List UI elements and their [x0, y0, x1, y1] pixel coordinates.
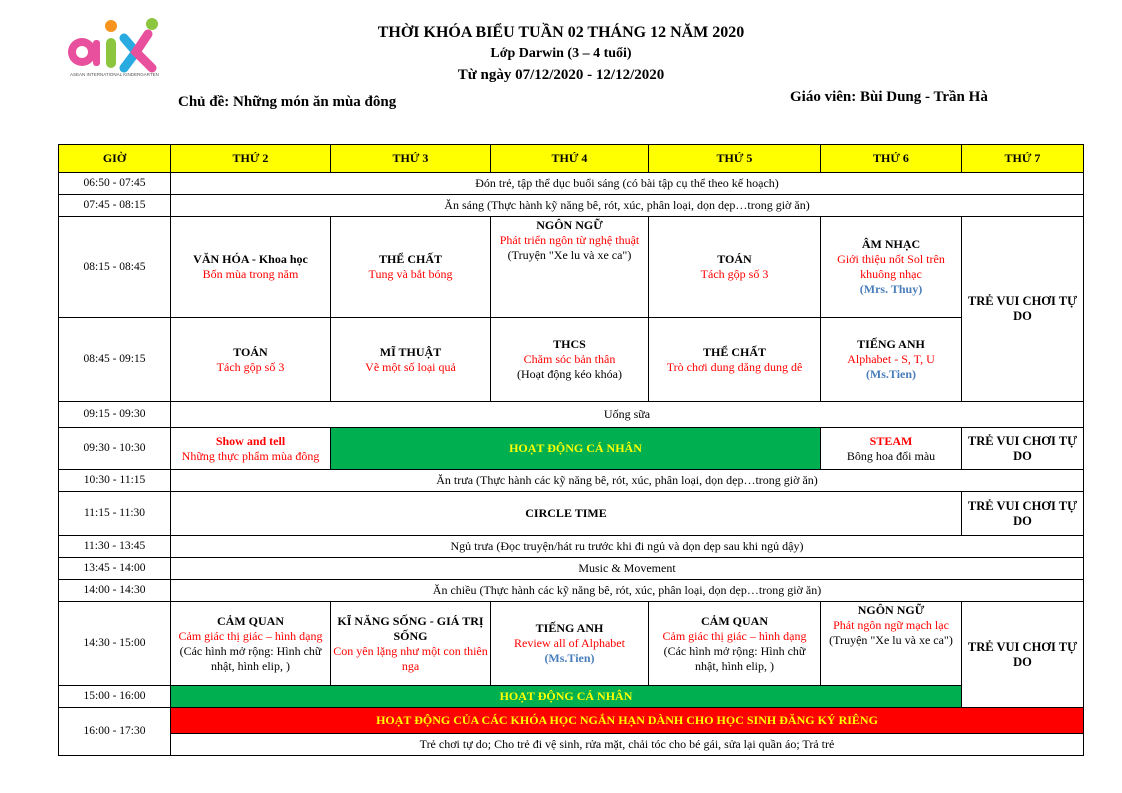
- lesson-note: (Truyện "Xe lu và xe ca"): [507, 248, 632, 262]
- subject: THỂ CHẤT: [378, 252, 442, 266]
- free-play-cell: TRẺ VUI CHƠI TỰ DO: [962, 428, 1084, 470]
- logo-caption: ASEAN INTERNATIONAL KINDERGARTEN: [70, 72, 159, 77]
- activity-cell: [821, 217, 962, 318]
- activity-cell: [171, 602, 331, 686]
- activity-cell: [171, 428, 331, 470]
- subject: TOÁN: [233, 344, 268, 359]
- lesson-note: (Các hình mở rộng: Hình chữ nhật, hình elip, ): [179, 643, 322, 673]
- activity-cell: [491, 602, 649, 686]
- activity-cell: Uống sữa: [171, 402, 1084, 428]
- col-thu: THỨ 5: [649, 145, 821, 173]
- teacher-name: (Ms.Tien): [544, 651, 595, 665]
- time-cell: 06:50 - 07:45: [59, 173, 171, 195]
- time-cell: 08:45 - 09:15: [59, 318, 171, 402]
- activity-cell: Ăn sáng (Thực hành kỹ năng bê, rót, xúc, phân loại, dọn dẹp…trong giờ ăn): [171, 195, 1084, 217]
- time-cell: 07:45 - 08:15: [59, 195, 171, 217]
- lesson-note: (Các hình mở rộng: Hình chữ nhật, hình elip, ): [663, 643, 806, 673]
- activity-cell: [491, 217, 649, 318]
- free-play-cell: TRẺ VUI CHƠI TỰ DO: [962, 217, 1084, 402]
- lesson-note: (Truyện "Xe lu và xe ca"): [829, 633, 953, 647]
- subject: Show and tell: [215, 433, 286, 448]
- lesson: Chăm sóc bản thân: [523, 352, 616, 366]
- theme-label: Chủ đề: Những món ăn mùa đông: [178, 94, 397, 110]
- timetable-title: THỜI KHÓA BIỂU TUẦN 02 THÁNG 12 NĂM 2020: [377, 24, 745, 41]
- col-mon: THỨ 2: [171, 145, 331, 173]
- col-tue: THỨ 3: [331, 145, 491, 173]
- activity-cell: [821, 602, 962, 686]
- lesson: Tách gộp số 3: [700, 267, 769, 281]
- subject: ÂM NHẠC: [861, 237, 921, 251]
- activity-cell: [491, 318, 649, 402]
- col-fri: THỨ 6: [821, 145, 962, 173]
- table-row: [59, 708, 1084, 734]
- col-sat: THỨ 7: [962, 145, 1084, 173]
- activity-cell: Ngủ trưa (Đọc truyện/hát ru trước khi đi ngủ và dọn dẹp sau khi ngủ dậy): [171, 536, 1084, 558]
- table-row: [59, 558, 1084, 580]
- timetable: [58, 144, 1084, 756]
- lesson: Phát triển ngôn từ nghệ thuật: [499, 233, 640, 247]
- activity-cell: [171, 318, 331, 402]
- lesson: Phát ngôn ngữ mạch lạc: [833, 618, 949, 632]
- col-wed: THỨ 4: [491, 145, 649, 173]
- time-cell: 15:00 - 16:00: [59, 686, 171, 708]
- activity-cell: [821, 318, 962, 402]
- table-row: [59, 734, 1084, 756]
- time-cell: 13:45 - 14:00: [59, 558, 171, 580]
- activity-cell: [649, 318, 821, 402]
- lesson: Alphabet - S, T, U: [847, 352, 935, 366]
- date-line: Từ ngày 07/12/2020 - 12/12/2020: [457, 67, 665, 83]
- lesson-note: Bông hoa đổi màu: [846, 448, 936, 463]
- table-row: [59, 195, 1084, 217]
- subject: STEAM: [869, 433, 913, 448]
- table-row: [59, 686, 1084, 708]
- lesson: Giới thiệu nốt Sol trên khuông nhạc: [837, 252, 945, 281]
- lesson: Những thực phẩm mùa đông: [181, 448, 320, 463]
- activity-cell: [331, 602, 491, 686]
- time-cell: 11:30 - 13:45: [59, 536, 171, 558]
- individual-activity-band: HOẠT ĐỘNG CÁ NHÂN: [331, 428, 821, 470]
- table-row: [59, 402, 1084, 428]
- activity-cell: Trẻ chơi tự do; Cho trẻ đi vệ sinh, rửa mặt, chải tóc cho bé gái, sửa lại quần áo; Trả trẻ: [171, 734, 1084, 756]
- subject: MĨ THUẬT: [379, 344, 442, 359]
- subject: TOÁN: [717, 252, 752, 266]
- activity-cell: Music & Movement: [171, 558, 1084, 580]
- lesson: Tung và bắt bóng: [368, 267, 453, 281]
- lesson: Review all of Alphabet: [514, 636, 625, 650]
- time-cell: 11:15 - 11:30: [59, 492, 171, 536]
- activity-cell: [331, 318, 491, 402]
- activity-cell: Ăn chiều (Thực hành các kỹ năng bê, rót, xúc, phân loại, dọn dẹp…trong giờ ăn): [171, 580, 1084, 602]
- free-play-cell: TRẺ VUI CHƠI TỰ DO: [962, 492, 1084, 536]
- col-time: GIỜ: [59, 145, 171, 173]
- activity-cell: [171, 217, 331, 318]
- lesson: Vẽ một số loại quả: [365, 359, 456, 374]
- subject: CẢM QUAN: [217, 613, 284, 628]
- subject: VĂN HÓA - Khoa học: [193, 252, 308, 266]
- header-row: [59, 145, 1084, 173]
- table-row: [59, 217, 1084, 318]
- activity-cell: [649, 602, 821, 686]
- lesson-note: (Hoạt động kéo khóa): [517, 367, 622, 381]
- subject: THỂ CHẤT: [702, 344, 766, 359]
- lesson: Tách gộp số 3: [216, 359, 285, 374]
- lesson: Bốn mùa trong năm: [202, 267, 299, 281]
- teacher-label: Giáo viên: Bùi Dung - Trần Hà: [790, 89, 988, 105]
- activity-cell: [821, 428, 962, 470]
- table-row: [59, 492, 1084, 536]
- table-row: [59, 318, 1084, 402]
- subject: THCS: [553, 337, 586, 351]
- activity-cell: [331, 217, 491, 318]
- lesson: Trò chơi dung dăng dung dê: [666, 359, 803, 374]
- table-row: [59, 580, 1084, 602]
- lesson: Cảm giác thị giác – hình dạng: [662, 628, 807, 643]
- time-cell: 08:15 - 08:45: [59, 217, 171, 318]
- activity-cell: [649, 217, 821, 318]
- lesson: Con yên lặng như một con thiên nga: [333, 643, 488, 673]
- class-line: Lớp Darwin (3 – 4 tuổi): [490, 46, 632, 61]
- time-cell: 09:15 - 09:30: [59, 402, 171, 428]
- activity-cell: Đón trẻ, tập thể dục buổi sáng (có bài tập cụ thể theo kế hoạch): [171, 173, 1084, 195]
- teacher-name: (Ms.Tien): [865, 367, 917, 381]
- subject: CẢM QUAN: [701, 613, 768, 628]
- table-row: [59, 602, 1084, 686]
- table-row: [59, 173, 1084, 195]
- time-cell: 14:30 - 15:00: [59, 602, 171, 686]
- activity-cell: Ăn trưa (Thực hành các kỹ năng bê, rót, xúc, phân loại, dọn dẹp…trong giờ ăn): [171, 470, 1084, 492]
- subject: TIẾNG ANH: [857, 337, 925, 351]
- subject: NGÔN NGỮ: [857, 603, 925, 617]
- table-row: [59, 536, 1084, 558]
- teacher-name: (Mrs. Thuy): [859, 282, 923, 296]
- lesson: Cảm giác thị giác – hình dạng: [178, 628, 323, 643]
- time-cell: 16:00 - 17:30: [59, 708, 171, 756]
- time-cell: 14:00 - 14:30: [59, 580, 171, 602]
- individual-activity-band: HOẠT ĐỘNG CÁ NHÂN: [171, 686, 962, 708]
- subject: KĨ NĂNG SỐNG - GIÁ TRỊ SỐNG: [337, 613, 484, 643]
- subject: TIẾNG ANH: [535, 621, 604, 635]
- short-course-band: HOẠT ĐỘNG CỦA CÁC KHÓA HỌC NGẮN HẠN DÀNH CHO HỌC SINH ĐĂNG KÝ RIÊNG: [171, 708, 1084, 734]
- activity-cell: CIRCLE TIME: [171, 492, 962, 536]
- subject: NGÔN NGỮ: [536, 218, 603, 232]
- table-row: [59, 470, 1084, 492]
- free-play-cell: TRẺ VUI CHƠI TỰ DO: [962, 602, 1084, 708]
- time-cell: 09:30 - 10:30: [59, 428, 171, 470]
- time-cell: 10:30 - 11:15: [59, 470, 171, 492]
- table-row: [59, 428, 1084, 470]
